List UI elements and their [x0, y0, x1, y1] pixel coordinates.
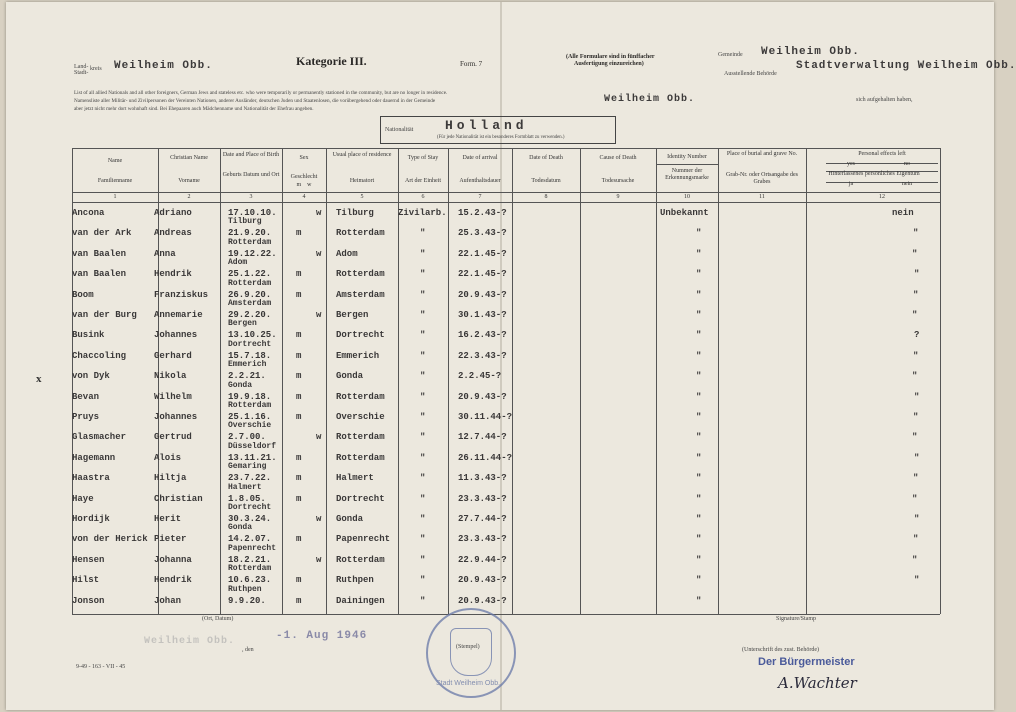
row-first-name: Anna [154, 248, 176, 259]
row-stay-type: " [420, 248, 426, 259]
behoerde-label: Ausstellende Behörde [724, 71, 777, 77]
row-birth-date: 17.10.10. [228, 208, 277, 218]
row-effects: " [912, 248, 918, 259]
row-arrival: 26.11.44-? [458, 452, 513, 463]
nationality-box [380, 116, 616, 144]
row-effects: " [914, 452, 920, 463]
row-birth-date: 26.9.20. [228, 289, 272, 300]
copies-note-1: (Alle Formulare sind in fünffacher [566, 54, 655, 60]
row-residence: Rotterdam [336, 432, 385, 443]
row-stay-type: " [420, 534, 426, 545]
row-birth-date: 30.3.24. [228, 514, 272, 524]
row-first-name: Andreas [154, 228, 192, 239]
row-residence: Dortrecht [336, 330, 385, 341]
col-4-en: Sex [299, 155, 309, 161]
row-birth-date: 10.6.23. [228, 575, 272, 586]
row-stay-type: " [420, 473, 426, 484]
row-identity: " [696, 248, 702, 259]
col-11-de: Grab-Nr. oder Ortsangabe des Grabes [726, 172, 798, 185]
behoerde-value: Stadtverwaltung Weilheim Obb. [796, 60, 1016, 72]
row-arrival: 16.2.43-? [458, 330, 507, 341]
row-effects: " [913, 473, 919, 484]
row-stay-type: " [420, 514, 426, 524]
row-stay-type: " [420, 595, 426, 606]
col-10-num: 10 [684, 194, 690, 200]
col-11-en: Place of burial and grave No. [726, 151, 798, 157]
col-11-num: 11 [759, 194, 765, 200]
row-birth-date: 14.2.07. [228, 534, 272, 545]
col-2-de: Vorname [178, 178, 200, 184]
row-birth-place: Tilburg [228, 217, 262, 227]
row-residence: Rotterdam [336, 391, 385, 402]
row-effects: " [914, 269, 920, 280]
col-5-num: 5 [360, 194, 364, 200]
row-residence: Adom [336, 248, 358, 259]
row-sex: w [316, 514, 322, 524]
signature-label: Signature/Stamp [776, 616, 816, 622]
row-arrival: 30.1.43-? [458, 310, 507, 320]
row-birth-place: Overschie [228, 421, 272, 431]
row-sex: w [316, 208, 322, 218]
row-residence: Ruthpen [336, 575, 374, 586]
row-first-name: Johannes [154, 412, 198, 422]
col-12-yes: yes [847, 161, 855, 167]
row-arrival: 11.3.43-? [458, 473, 507, 484]
copies-note-2: Ausfertigung einzureichen) [574, 61, 644, 67]
row-birth-date: 1.8.05. [228, 493, 266, 504]
row-stay-type: " [420, 350, 426, 361]
authority-label: (Unterschrift des zust. Behörde) [742, 647, 819, 653]
row-sex: m [296, 493, 302, 504]
row-effects: " [914, 391, 920, 402]
col-9-num: 9 [616, 194, 620, 200]
col-2-en: Christian Name [170, 155, 208, 161]
intro-place: Weilheim Obb. [604, 94, 696, 105]
row-effects: " [913, 350, 919, 361]
document-sheet [6, 2, 1016, 710]
row-sex: m [296, 371, 302, 382]
intro-end: sich aufgehalten haben, [856, 97, 913, 103]
row-residence: Rotterdam [336, 452, 385, 463]
row-effects: ? [914, 330, 920, 341]
row-identity: " [696, 554, 702, 565]
row-identity: " [696, 595, 702, 606]
row-last-name: Hensen [72, 554, 105, 565]
row-stay-type: " [420, 452, 426, 463]
row-birth-place: Gonda [228, 380, 253, 390]
row-birth-date: 23.7.22. [228, 473, 272, 484]
row-stay-type: " [420, 371, 426, 382]
row-sex: m [296, 452, 302, 463]
row-last-name: Hagemann [72, 452, 116, 463]
row-sex: m [296, 330, 302, 341]
row-arrival: 30.11.44-? [458, 412, 513, 422]
col-8-num: 8 [544, 194, 548, 200]
row-identity: " [696, 310, 702, 320]
row-residence: Papenrecht [336, 534, 391, 545]
intro-english: List of all allied Nationals and all other foreigners, German Jews and stateless etc. who were temporarily or permanently stationed in the community, but are no longer in residence. [74, 90, 448, 96]
col-1-de: Familienname [97, 178, 133, 184]
row-last-name: van Baalen [72, 269, 127, 280]
row-residence: Dainingen [336, 595, 385, 606]
row-residence: Rotterdam [336, 228, 385, 239]
row-stay-type: " [420, 412, 426, 422]
row-first-name: Adriano [154, 208, 192, 218]
row-first-name: Johan [154, 595, 182, 606]
row-arrival: 15.2.43-? [458, 208, 507, 218]
gemeinde-value: Weilheim Obb. [761, 46, 860, 58]
row-effects: " [912, 310, 918, 320]
row-arrival: 22.1.45-? [458, 248, 507, 259]
row-last-name: van der Ark [72, 228, 132, 239]
col-6-de: Art der Einheit [405, 178, 441, 184]
col-5-en: Usual place of residence [332, 152, 392, 158]
row-birth-date: 13.11.21. [228, 452, 277, 463]
row-birth-place: Emmerich [228, 360, 267, 370]
row-effects: " [914, 575, 920, 586]
row-arrival: 20.9.43-? [458, 289, 507, 300]
row-first-name: Pieter [154, 534, 187, 545]
form-number: Form. 7 [460, 60, 483, 68]
row-birth-place: Rotterdam [228, 278, 272, 288]
row-identity: Unbekannt [660, 208, 709, 218]
row-residence: Overschie [336, 412, 385, 422]
row-last-name: van Baalen [72, 248, 127, 259]
col-1-num: 1 [113, 194, 117, 200]
row-first-name: Franziskus [154, 289, 209, 300]
row-birth-date: 13.10.25. [228, 330, 277, 341]
seal-text: Stadt Weilheim Obb. [436, 680, 501, 687]
row-birth-place: Adom [228, 258, 248, 268]
footer-den: , den [242, 647, 254, 653]
col-12-ja: ja [848, 181, 854, 187]
col-12-no: no [904, 161, 910, 167]
row-residence: Bergen [336, 310, 369, 320]
col-12-de: Hinterlassenes persönliches Eigentum [828, 171, 920, 177]
row-sex: m [296, 575, 302, 586]
row-sex: m [296, 228, 302, 239]
row-last-name: van der Burg [72, 310, 137, 320]
row-birth-place: Dortrecht [228, 503, 272, 512]
row-birth-place: Halmert [228, 482, 262, 492]
row-effects: " [913, 289, 919, 300]
row-identity: " [696, 269, 702, 280]
row-residence: Rotterdam [336, 554, 385, 565]
row-sex: m [296, 412, 302, 422]
col-6-en: Type of Stay [407, 155, 439, 161]
gemeinde-label: Gemeinde [718, 52, 743, 58]
row-effects: " [913, 412, 919, 422]
row-first-name: Hendrik [154, 575, 192, 586]
row-birth-date: 15.7.18. [228, 350, 272, 361]
row-stay-type: " [420, 554, 426, 565]
row-stay-type: " [420, 575, 426, 586]
row-residence: Gonda [336, 514, 364, 524]
col-4-de: Geschlecht [290, 174, 318, 180]
form-code: 9-49 - 163 - VII - 45 [76, 664, 126, 670]
nationality-value: Holland [445, 118, 528, 133]
footer-place: Weilheim Obb. [144, 636, 236, 647]
row-residence: Halmert [336, 473, 374, 484]
row-last-name: von Dyk [72, 371, 110, 382]
footer-stamp-label: (Stempel) [456, 644, 480, 650]
row-last-name: Haye [72, 493, 94, 504]
row-identity: " [696, 575, 702, 586]
row-sex: m [296, 473, 302, 484]
col-4-num: 4 [302, 194, 306, 200]
row-arrival: 23.3.43-? [458, 534, 507, 545]
row-sex: w [316, 554, 322, 565]
row-arrival: 22.9.44-? [458, 554, 507, 565]
row-stay-type: " [420, 493, 426, 504]
row-birth-date: 29.2.20. [228, 310, 272, 320]
row-residence: Gonda [336, 371, 364, 382]
row-identity: " [696, 330, 702, 341]
row-residence: Rotterdam [336, 269, 385, 280]
row-arrival: 20.9.43-? [458, 595, 507, 606]
col-8-de: Todesdatum [531, 178, 561, 184]
mayor-stamp: Der Bürgermeister [758, 656, 855, 668]
row-effects: " [913, 534, 919, 545]
row-first-name: Alois [154, 452, 182, 463]
row-birth-date: 25.1.22. [228, 269, 272, 280]
nationality-label: Nationalität [385, 127, 414, 133]
row-birth-place: Rotterdam [228, 401, 272, 410]
col-3-en: Date and Place of Birth [222, 152, 280, 158]
row-effects: " [913, 228, 919, 239]
official-seal [426, 608, 516, 698]
row-first-name: Nikola [154, 371, 187, 382]
col-9-en: Cause of Death [599, 155, 637, 161]
col-7-num: 7 [478, 194, 482, 200]
row-last-name: Haastra [72, 473, 110, 484]
row-first-name: Wilhelm [154, 391, 192, 402]
row-last-name: Glasmacher [72, 432, 127, 443]
row-first-name: Christian [154, 493, 203, 504]
row-arrival: 25.3.43-? [458, 228, 507, 239]
row-arrival: 22.1.45-? [458, 269, 507, 280]
row-arrival: 27.7.44-? [458, 514, 507, 524]
row-birth-place: Dortrecht [228, 339, 272, 349]
row-mark: x [36, 373, 42, 385]
row-first-name: Herit [154, 514, 182, 524]
row-identity: " [696, 228, 702, 239]
row-effects: " [912, 432, 918, 443]
col-2-num: 2 [187, 194, 191, 200]
row-sex: m [296, 289, 302, 300]
col-3-de: Geburts Datum und Ort [222, 172, 280, 178]
row-identity: " [696, 350, 702, 361]
row-birth-date: 18.2.21. [228, 554, 272, 565]
row-last-name: Bevan [72, 391, 100, 402]
row-first-name: Gerhard [154, 350, 192, 361]
row-effects: nein [892, 208, 914, 218]
col-5-de: Heimatort [349, 178, 375, 184]
row-birth-date: 2.2.21. [228, 371, 266, 382]
row-last-name: Busink [72, 330, 105, 341]
kreis-value: Weilheim Obb. [114, 60, 213, 72]
row-birth-place: Rotterdam [228, 564, 272, 574]
row-effects: " [912, 493, 918, 504]
intro-german: Namensliste aller Militär- und Zivilpersonen der Vereinten Nationen, anderer Ausländer, deutschen Juden und Staatenlosen, die vorübergehend oder dauernd in der Gemeinde [74, 98, 436, 104]
handwritten-signature: A.Wachter [778, 674, 857, 692]
row-last-name: von der Herick [72, 534, 148, 545]
row-birth-place: Papenrecht [228, 543, 277, 553]
col-1-en: Name [107, 158, 123, 164]
row-identity: " [696, 452, 702, 463]
row-arrival: 20.9.43-? [458, 575, 507, 586]
row-stay-type: " [420, 330, 426, 341]
row-sex: w [316, 432, 322, 443]
row-residence: Dortrecht [336, 493, 385, 504]
row-birth-place: Gonda [228, 523, 253, 533]
row-birth-date: 19.9.18. [228, 391, 272, 402]
row-sex: m [296, 391, 302, 402]
row-identity: " [696, 473, 702, 484]
row-residence: Emmerich [336, 350, 380, 361]
row-birth-place: Gemaring [228, 462, 267, 472]
row-arrival: 2.2.45-? [458, 371, 502, 382]
row-arrival: 20.9.43-? [458, 391, 507, 402]
row-arrival: 12.7.44-? [458, 432, 507, 443]
row-stay-type: " [420, 391, 426, 402]
row-last-name: Pruys [72, 412, 100, 422]
row-sex: m [296, 269, 302, 280]
row-effects: " [912, 371, 918, 382]
row-first-name: Johanna [154, 554, 192, 565]
row-stay-type: " [420, 228, 426, 239]
col-12-num: 12 [879, 194, 885, 200]
col-12-en: Personal effects left [858, 151, 906, 157]
row-last-name: Boom [72, 289, 94, 300]
row-first-name: Hiltja [154, 473, 187, 484]
col-12-nein: nein [901, 181, 913, 187]
row-stay-type: " [420, 432, 426, 443]
col-10-de: Nummer der Erkennungsmarke [665, 168, 709, 181]
row-first-name: Johannes [154, 330, 198, 341]
col-3-num: 3 [249, 194, 253, 200]
row-identity: " [696, 371, 702, 382]
row-last-name: Hilst [72, 575, 100, 586]
row-stay-type: Zivilarb. [398, 208, 447, 218]
row-birth-place: Bergen [228, 319, 257, 329]
row-birth-place: Düsseldorf [228, 441, 277, 451]
row-birth-date: 2.7.00. [228, 432, 266, 443]
row-last-name: Hordijk [72, 514, 110, 524]
row-last-name: Ancona [72, 208, 105, 218]
col-7-en: Date of arrival [462, 155, 498, 161]
row-sex: w [316, 248, 322, 259]
nationality-note: (Für jede Nationalität ist ein besonderes Formblatt zu verwenden.) [437, 135, 565, 140]
row-birth-date: 25.1.16. [228, 412, 272, 422]
land-label: Land- Stadt- [74, 64, 89, 76]
row-identity: " [696, 432, 702, 443]
row-stay-type: " [420, 289, 426, 300]
row-stay-type: " [420, 310, 426, 320]
col-9-de: Todesursache [601, 178, 635, 184]
col-8-en: Date of Death [529, 155, 563, 161]
row-identity: " [696, 514, 702, 524]
row-identity: " [696, 289, 702, 300]
col-4-sub: m w [296, 182, 312, 188]
row-first-name: Hendrik [154, 269, 192, 280]
row-residence: Tilburg [336, 208, 374, 218]
col-7-de: Aufenthaltsdauer [459, 178, 501, 184]
row-birth-place: Ruthpen [228, 584, 262, 594]
intro-german-2: aber jetzt nicht mehr dort wohnhaft sind. Bei Ehepaaren auch Mädchenname und Nationalität der Ehefrau angeben. [74, 106, 314, 112]
row-last-name: Chaccoling [72, 350, 127, 361]
row-birth-date: 19.12.22. [228, 248, 277, 259]
row-identity: " [696, 391, 702, 402]
row-sex: w [316, 310, 322, 320]
row-sex: m [296, 350, 302, 361]
footer-place-label: (Ort, Datum) [202, 616, 234, 622]
row-arrival: 23.3.43-? [458, 493, 507, 504]
row-effects: " [914, 514, 920, 524]
row-identity: " [696, 412, 702, 422]
col-6-num: 6 [421, 194, 425, 200]
row-last-name: Jonson [72, 595, 105, 606]
row-arrival: 22.3.43-? [458, 350, 507, 361]
footer-date: -1. Aug 1946 [276, 630, 368, 642]
row-birth-date: 9.9.20. [228, 595, 266, 606]
row-birth-place: Rotterdam [228, 237, 272, 247]
row-stay-type: " [420, 269, 426, 280]
row-birth-date: 21.9.20. [228, 228, 272, 239]
row-sex: m [296, 534, 302, 545]
form-title: Kategorie III. [296, 54, 367, 68]
kreis-label: kreis [90, 66, 102, 72]
row-first-name: Annemarie [154, 310, 203, 320]
row-birth-place: Amsterdam [228, 299, 272, 308]
row-identity: " [696, 493, 702, 504]
row-identity: " [696, 534, 702, 545]
row-sex: m [296, 595, 302, 606]
row-effects: " [912, 554, 918, 565]
row-residence: Amsterdam [336, 289, 385, 300]
col-10-en: Identity Number [667, 154, 707, 160]
row-first-name: Gertrud [154, 432, 192, 443]
